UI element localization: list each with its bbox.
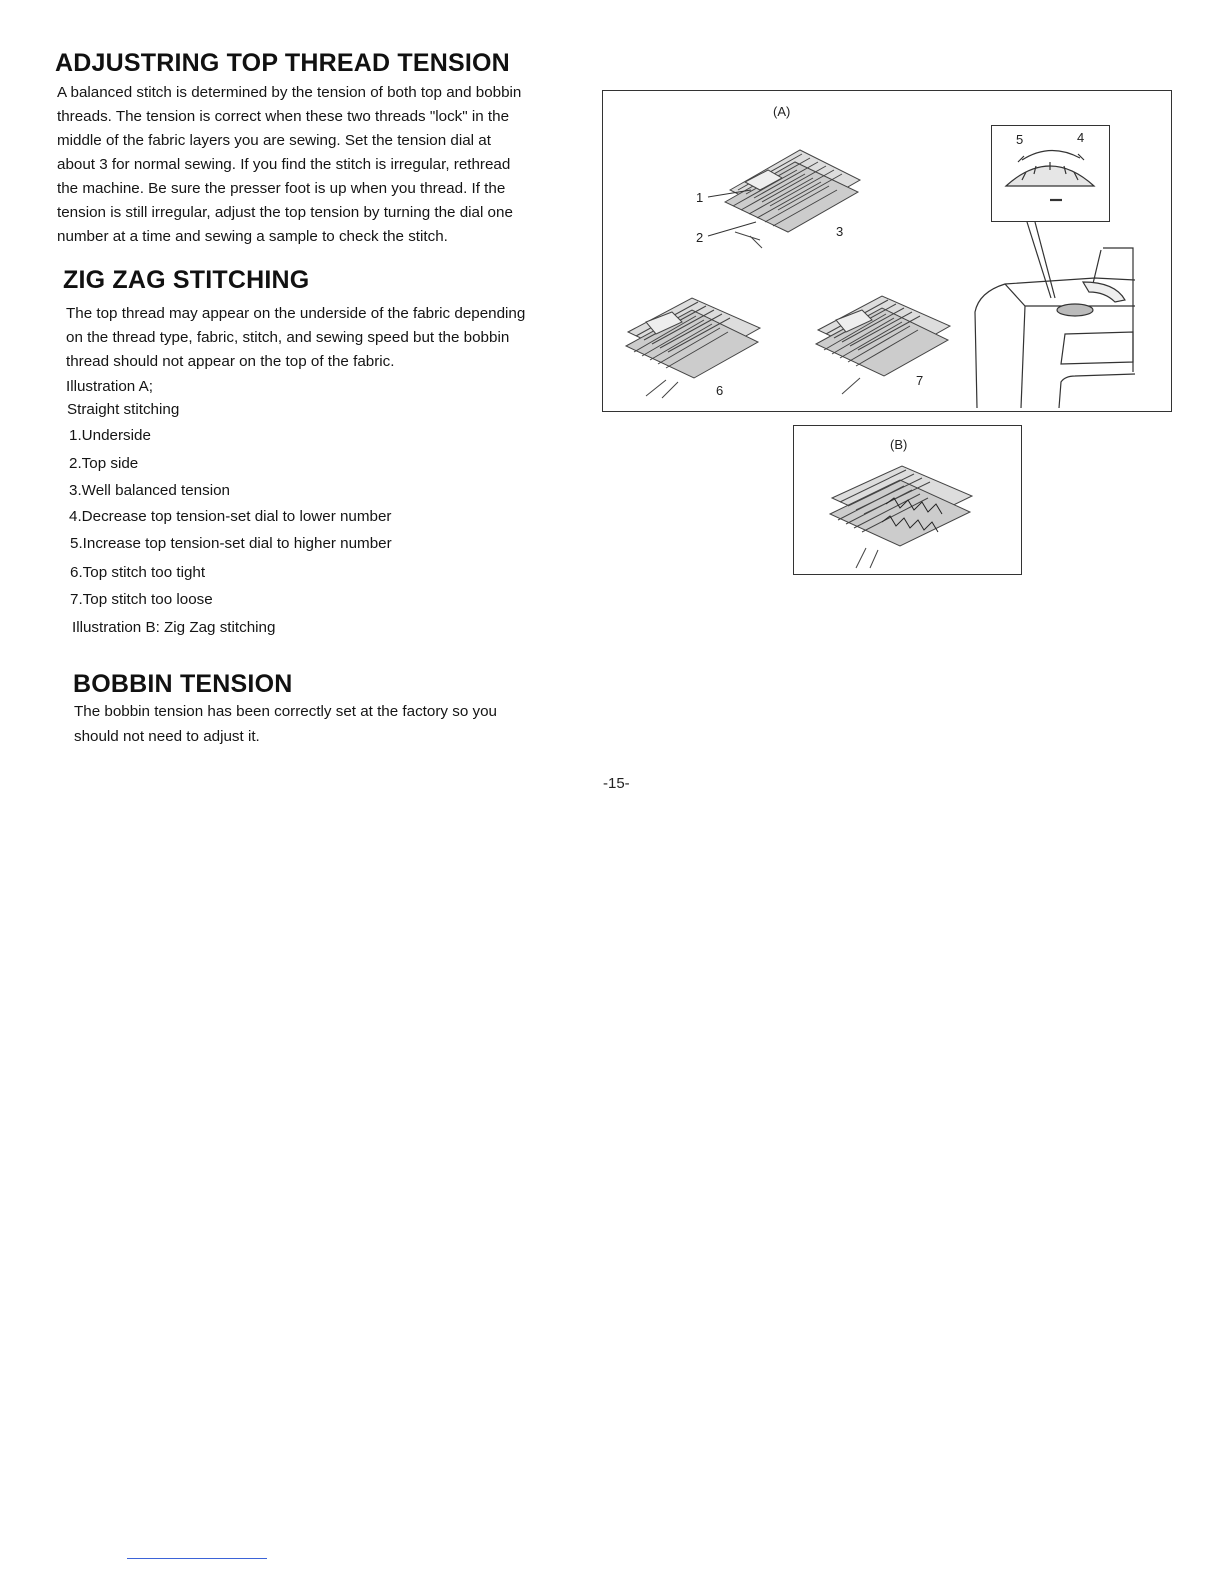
legend-item-4: 4.Decrease top tension-set dial to lower number [69,508,392,525]
callout-3: 3 [836,224,844,239]
legend-item-1: 1.Underside [69,427,151,444]
fabric-sample-zigzag [826,458,986,570]
legend-item-2: 2.Top side [69,455,139,472]
callout-leaders-1-2 [706,170,766,240]
straight-stitching-caption: Straight stitching [67,401,180,418]
divider-line [127,1558,267,1559]
callout-7: 7 [916,373,924,388]
callout-1: 1 [696,190,704,205]
body-line: threads. The tension is correct when these two threads "lock" in the [57,108,510,125]
legend-item-6: 6.Top stitch too tight [70,564,206,581]
illustration-a-caption: Illustration A; [66,378,153,395]
legend-item-3: 3.Well balanced tension [69,482,230,499]
body-line: The bobbin tension has been correctly set at the factory so you [74,703,497,720]
body-line: should not need to adjust it. [74,728,260,745]
body-line: about 3 for normal sewing. If you find the stitch is irregular, rethread [57,156,511,173]
body-line: middle of the fabric layers you are sewing. Set the tension dial at [57,132,491,149]
body-line: the machine. Be sure the presser foot is up when you thread. If the [57,180,506,197]
body-line: on the thread type, fabric, stitch, and sewing speed but the bobbin [66,329,510,346]
legend-item-7: 7.Top stitch too loose [70,591,213,608]
figure-a-label: (A) [773,104,791,119]
legend-item-5: 5.Increase top tension-set dial to higher number [70,535,392,552]
page-number: -15- [603,775,630,792]
tension-dial [996,140,1106,220]
callout-2: 2 [696,230,704,245]
heading-zig-zag-stitching: ZIG ZAG STITCHING [63,266,310,294]
body-line: number at a time and sewing a sample to check the stitch. [57,228,448,245]
figure-b-label: (B) [890,437,908,452]
callout-5: 5 [1016,132,1024,147]
fabric-sample-too-loose [812,290,972,400]
callout-4: 4 [1077,130,1085,145]
body-line: A balanced stitch is determined by the tension of both top and bobbin [57,84,522,101]
body-line: The top thread may appear on the underside of the fabric depending [66,305,526,322]
heading-top-thread-tension: ADJUSTRING TOP THREAD TENSION [55,49,510,77]
fabric-sample-too-tight [622,292,782,402]
callout-6: 6 [716,383,724,398]
body-line: thread should not appear on the top of the fabric. [66,353,395,370]
illustration-b-caption: Illustration B: Zig Zag stitching [72,619,276,636]
body-line: tension is still irregular, adjust the top tension by turning the dial one [57,204,513,221]
heading-bobbin-tension: BOBBIN TENSION [73,670,293,698]
sewing-machine-head [965,222,1137,408]
